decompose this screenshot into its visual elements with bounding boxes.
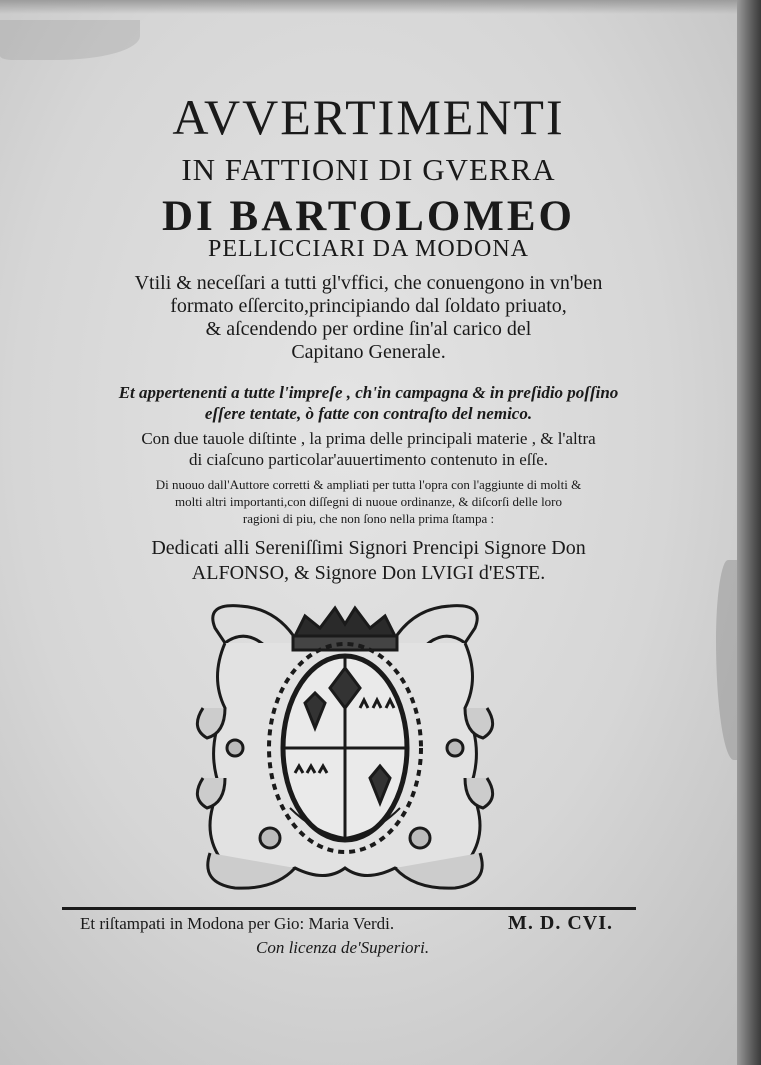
scope-paragraph (0, 382, 737, 424)
subtitle-paragraph (0, 272, 737, 364)
revision-line: ragioni di piu, che non ſono nella prima ſtampa : (242, 511, 495, 526)
revision-line: molti altri importanti,con diſſegni di nuoue ordinanze, & diſcorſi delle loro (174, 494, 563, 509)
title-line-1: AVVERTIMENTI (172, 89, 565, 145)
este-coat-of-arms-icon (195, 598, 495, 894)
subtitle-line: & aſcendendo per ordine ſin'al carico del (205, 318, 532, 340)
revision-paragraph (0, 476, 737, 527)
paper-stain (0, 20, 140, 60)
printer-imprint: Et riſtampati in Modona per Gio: Maria Verdi. (80, 914, 395, 933)
dedication-line: ALFONSO, & Signore Don LVIGI d'ESTE. (191, 562, 546, 584)
tables-paragraph (0, 428, 737, 470)
author-line: DI BARTOLOMEO (161, 193, 575, 240)
publication-date: M. D. CVI. (508, 912, 613, 934)
title-line-2: IN FATTIONI DI GVERRA (181, 152, 556, 187)
page-top-shadow (0, 0, 761, 14)
subtitle-line: formato eſſercito,principiando dal ſoldato priuato, (170, 295, 567, 317)
license-line: Con licenza de'Superiori. (256, 938, 430, 957)
page-edge-shadow (737, 0, 761, 1065)
dedication-line: Dedicati alli Sereniſſimi Signori Prencipi Signore Don (151, 537, 586, 559)
author-origin-line: PELLICCIARI DA MODONA (208, 236, 529, 262)
revision-line: Di nuouo dall'Auttore corretti & ampliati per tutta l'opra con l'aggiunte di molti & (155, 477, 582, 492)
scope-line: eſſere tentate, ò fatte con contraſto del nemico. (204, 404, 533, 423)
scope-line: Et appertenenti a tutte l'impreſe , ch'in campagna & in preſidio poſſino (118, 383, 619, 402)
tables-line: di ciaſcuno particolar'auuertimento contenuto in eſſe. (189, 450, 548, 469)
tables-line: Con due tauole diſtinte , la prima delle principali materie , & l'altra (141, 429, 596, 448)
dedication-paragraph (0, 536, 737, 586)
subtitle-line: Vtili & neceſſari a tutti gl'vffici, che conuengono in vn'ben (134, 272, 603, 294)
imprint-rule (62, 907, 636, 910)
subtitle-line: Capitano Generale. (291, 341, 446, 363)
